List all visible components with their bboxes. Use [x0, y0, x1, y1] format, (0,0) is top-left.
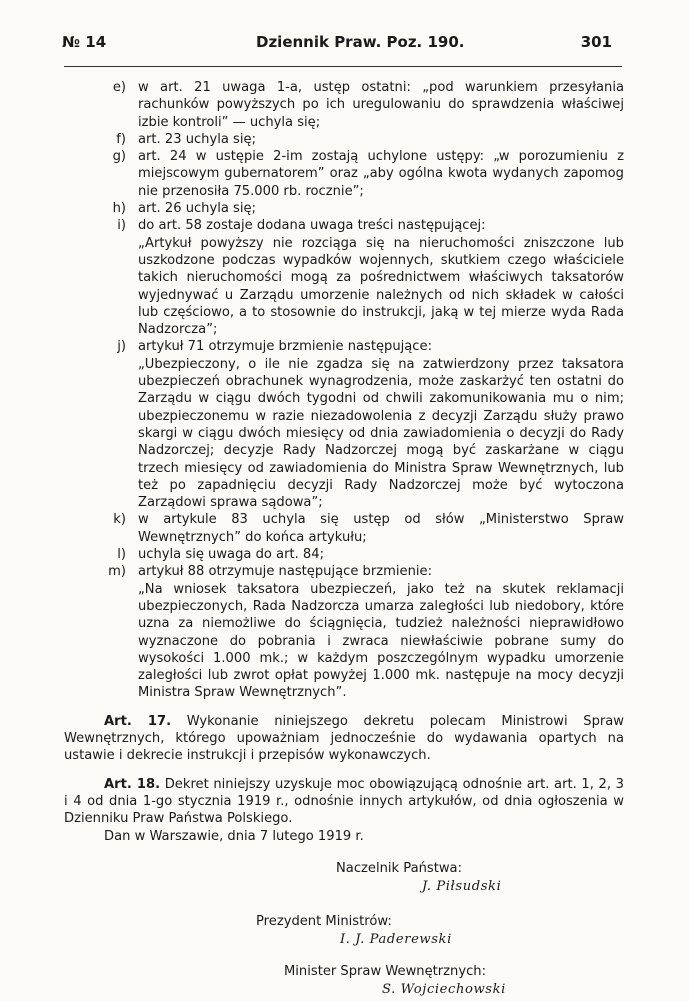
article-text: Wykonanie niniejszego dekretu polecam Ministrowi Spraw Wewnętrznych, którego upoważniam jednocześnie do wydawania opartych na ustawie i dekrecie instrukcji i przepisów wykonawczych.	[64, 713, 624, 764]
article-text: Dekret niniejszy uzyskuje moc obowiązującą odnośnie art. art. 1, 2, 3 i 4 od dnia 1-go stycznia 1919 r., odnośnie innych artykułów, od dnia ogłoszenia w Dzienniku Praw Państwa Polskiego.	[64, 776, 624, 827]
signature-block	[64, 860, 624, 898]
list-item	[64, 546, 624, 563]
document-body	[64, 79, 624, 1001]
item-label: k)	[113, 512, 126, 528]
item-label: f)	[116, 131, 126, 147]
item-text: artykuł 71 otrzymuje brzmienie następujące:	[138, 339, 432, 355]
signature-block	[64, 963, 624, 1001]
list-item	[64, 563, 624, 701]
item-label: i)	[117, 218, 126, 234]
signatory-role: Minister Spraw Wewnętrznych:	[284, 963, 486, 979]
item-label: j)	[117, 339, 126, 355]
page-header	[62, 33, 622, 57]
article-18	[64, 776, 624, 828]
page-number: 301	[580, 33, 612, 51]
signatory-name: J. Piłsudski	[422, 878, 502, 894]
item-quote: „Ubezpieczony, o ile nie zgadza się na zatwierdzony przez taksatora ubezpieczeń obrachunek wynagrodzenia, może zaskarżyć ten ostatni do Zarządu w ciągu dwóch tygodni od chwili zakomunikowania mu o nim; ubezpieczonemu w razie niezadowolenia z decyzji Zarządu służy prawo skargi w ciągu dwóch miesięcy od dnia zawiadomienia o decyzji do Rady Nadzorczej; decyzje Rady Nadzorczej mogą być zaskarżane w ciągu trzech miesięcy od zawiadomienia do Ministra Spraw Wewnętrznych, lub też po zapadnięciu decyzji Rady Nadzorczej może być wytoczona Zarządowi sprawa sądowa”;	[138, 356, 624, 511]
header-rule	[64, 66, 622, 67]
list-item	[64, 200, 624, 217]
item-label: h)	[112, 201, 126, 217]
list-item	[64, 148, 624, 200]
item-quote: „Na wniosek taksatora ubezpieczeń, jako też na skutek reklamacji ubezpieczonych, Rada Nadzorcza umarza zaległości lub niedobory, które uzna za niemożliwe do ściągnięcia, tudzież należności nieprawidłowo wyznaczone do pobrania i zwraca niewłaściwie pobrane sumy do wysokości 1.000 mk.; w każdym poszczególnym wypadku umorzenie zaległości lub zwrot opłat powyżej 1.000 mk. następuje na mocy decyzji Ministra Spraw Wewnętrznych”.	[138, 581, 624, 701]
article-number: Art. 17.	[104, 713, 172, 729]
list-item	[64, 338, 624, 511]
signature-block	[64, 913, 624, 951]
signatory-name: S. Wojciechowski	[382, 981, 506, 997]
list-item	[64, 511, 624, 546]
list-item	[64, 131, 624, 148]
date-line: Dan w Warszawie, dnia 7 lutego 1919 r.	[104, 829, 364, 845]
article-17	[64, 713, 624, 765]
item-label: m)	[108, 564, 126, 580]
item-text: do art. 58 zostaje dodana uwaga treści następującej:	[138, 218, 486, 234]
item-label: e)	[112, 80, 126, 95]
signatory-name: I. J. Paderewski	[340, 931, 452, 947]
journal-title: Dziennik Praw. Poz. 190.	[256, 33, 465, 51]
issue-number: № 14	[62, 33, 107, 51]
item-text: artykuł 88 otrzymuje następujące brzmienie:	[138, 564, 432, 580]
list-item	[64, 217, 624, 338]
item-label: l)	[117, 547, 126, 563]
item-text: uchyla się uwaga do art. 84;	[138, 547, 324, 563]
item-text: art. 24 w ustępie 2-im zostają uchylone ustępy: „w porozumieniu z miejscowym gubernatorem” oraz „aby ogólna kwota wydanych zapomog nie przenosiła 75.000 rb. rocznie”;	[138, 149, 624, 199]
list-item	[64, 79, 624, 131]
article-number: Art. 18.	[104, 776, 161, 792]
item-text: w artykule 83 uchyla się ustęp od słów „Ministerstwo Spraw Wewnętrznych” do końca artykułu;	[138, 512, 624, 545]
item-text: art. 26 uchyla się;	[138, 201, 256, 217]
item-text: w art. 21 uwaga 1-a, ustęp ostatni: „pod warunkiem przesyłania rachunków powyższych po ich uregulowaniu do sprawdzenia właściwej izbie kontroli” — uchyla się;	[138, 80, 624, 130]
signatory-role: Prezydent Ministrów:	[256, 913, 392, 929]
item-quote: „Artykuł powyższy nie rozciąga się na nieruchomości zniszczone lub uszkodzone podczas wypadków wojennych, skutkiem czego właściciele takich nieruchomości mogą za pośrednictwem właściwych taksatorów wyjednywać u Zarządu umorzenie należnych od nich składek w całości lub częściowo, a to stosownie do instrukcji, jaką w tej mierze wyda Rada Nadzorcza”;	[138, 235, 624, 338]
item-label: g)	[112, 149, 126, 165]
item-text: art. 23 uchyla się;	[138, 131, 256, 147]
signatory-role: Naczelnik Państwa:	[336, 860, 462, 876]
